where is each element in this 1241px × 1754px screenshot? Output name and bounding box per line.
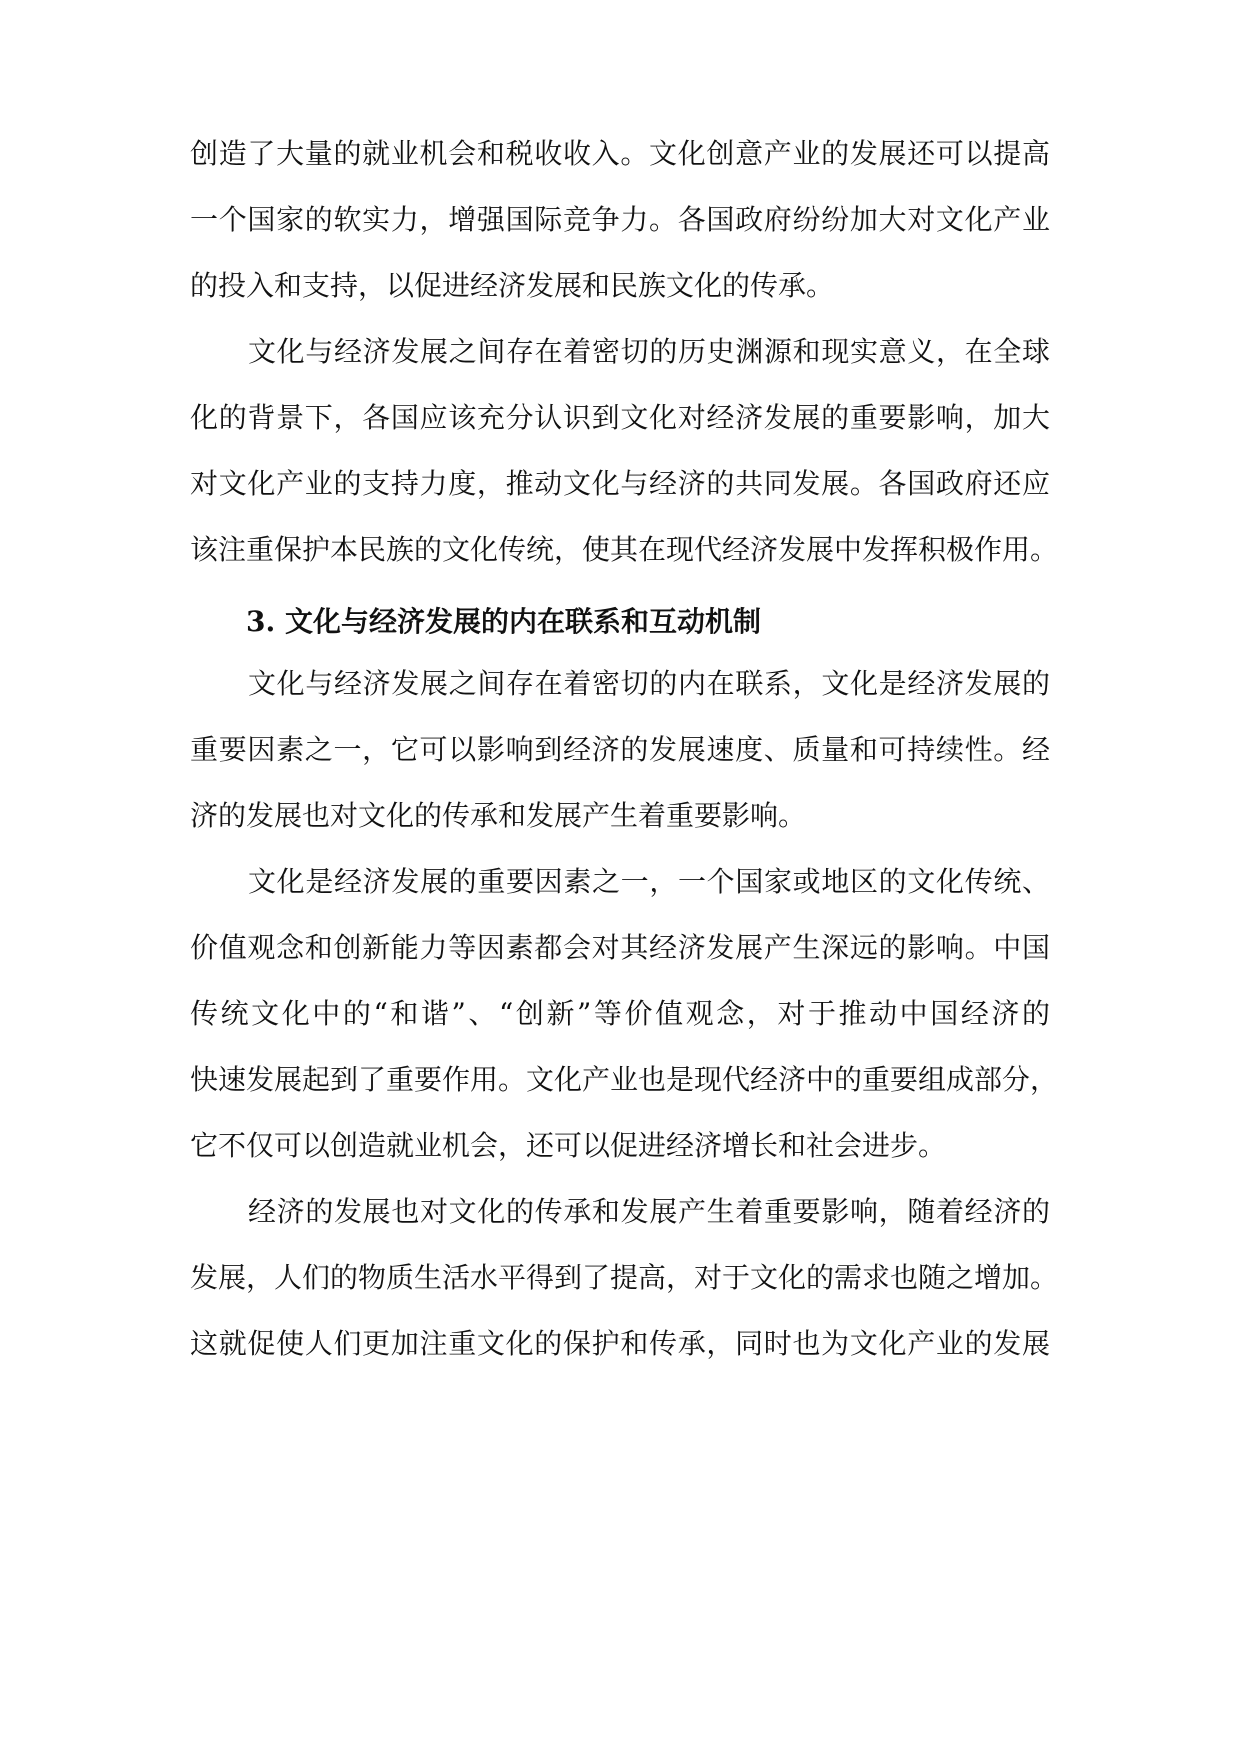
paragraph-1-line-3: 的投入和支持，以促进经济发展和民族文化的传承。	[190, 269, 835, 302]
paragraph-2-line-3: 对文化产业的支持力度，推动文化与经济的共同发展。各国政府还应	[190, 467, 1050, 500]
paragraph-2-line-2: 化的背景下，各国应该充分认识到文化对经济发展的重要影响，加大	[190, 401, 1050, 434]
paragraph-4-line-2: 价值观念和创新能力等因素都会对其经济发展产生深远的影响。中国	[190, 931, 1050, 964]
paragraph-5-line-1: 经济的发展也对文化的传承和发展产生着重要影响，随着经济的	[248, 1195, 1050, 1228]
paragraph-2-line-4: 该注重保护本民族的文化传统，使其在现代经济发展中发挥积极作用。	[190, 533, 1059, 566]
paragraph-2-line-1: 文化与经济发展之间存在着密切的历史渊源和现实意义，在全球	[248, 335, 1050, 368]
paragraph-5-line-3: 这就促使人们更加注重文化的保护和传承，同时也为文化产业的发展	[190, 1327, 1050, 1360]
paragraph-3-line-1: 文化与经济发展之间存在着密切的内在联系，文化是经济发展的	[248, 667, 1050, 700]
paragraph-4-line-4: 快速发展起到了重要作用。文化产业也是现代经济中的重要组成部分，	[190, 1063, 1059, 1096]
paragraph-5-line-2: 发展，人们的物质生活水平得到了提高，对于文化的需求也随之增加。	[190, 1261, 1059, 1294]
paragraph-3-line-3: 济的发展也对文化的传承和发展产生着重要影响。	[190, 799, 807, 832]
paragraph-3-line-2: 重要因素之一，它可以影响到经济的发展速度、质量和可持续性。经	[190, 733, 1050, 766]
paragraph-4-line-1: 文化是经济发展的重要因素之一，一个国家或地区的文化传统、	[248, 865, 1050, 898]
paragraph-1-line-2: 一个国家的软实力，增强国际竞争力。各国政府纷纷加大对文化产业	[190, 203, 1050, 236]
paragraph-4-line-5: 它不仅可以创造就业机会，还可以促进经济增长和社会进步。	[190, 1129, 947, 1162]
section-heading: 3. 文化与经济发展的内在联系和互动机制	[246, 605, 761, 638]
paragraph-1-line-1: 创造了大量的就业机会和税收收入。文化创意产业的发展还可以提高	[190, 137, 1050, 170]
paragraph-4-line-3: 传统文化中的“和谐”、“创新”等价值观念，对于推动中国经济的	[190, 997, 1050, 1030]
